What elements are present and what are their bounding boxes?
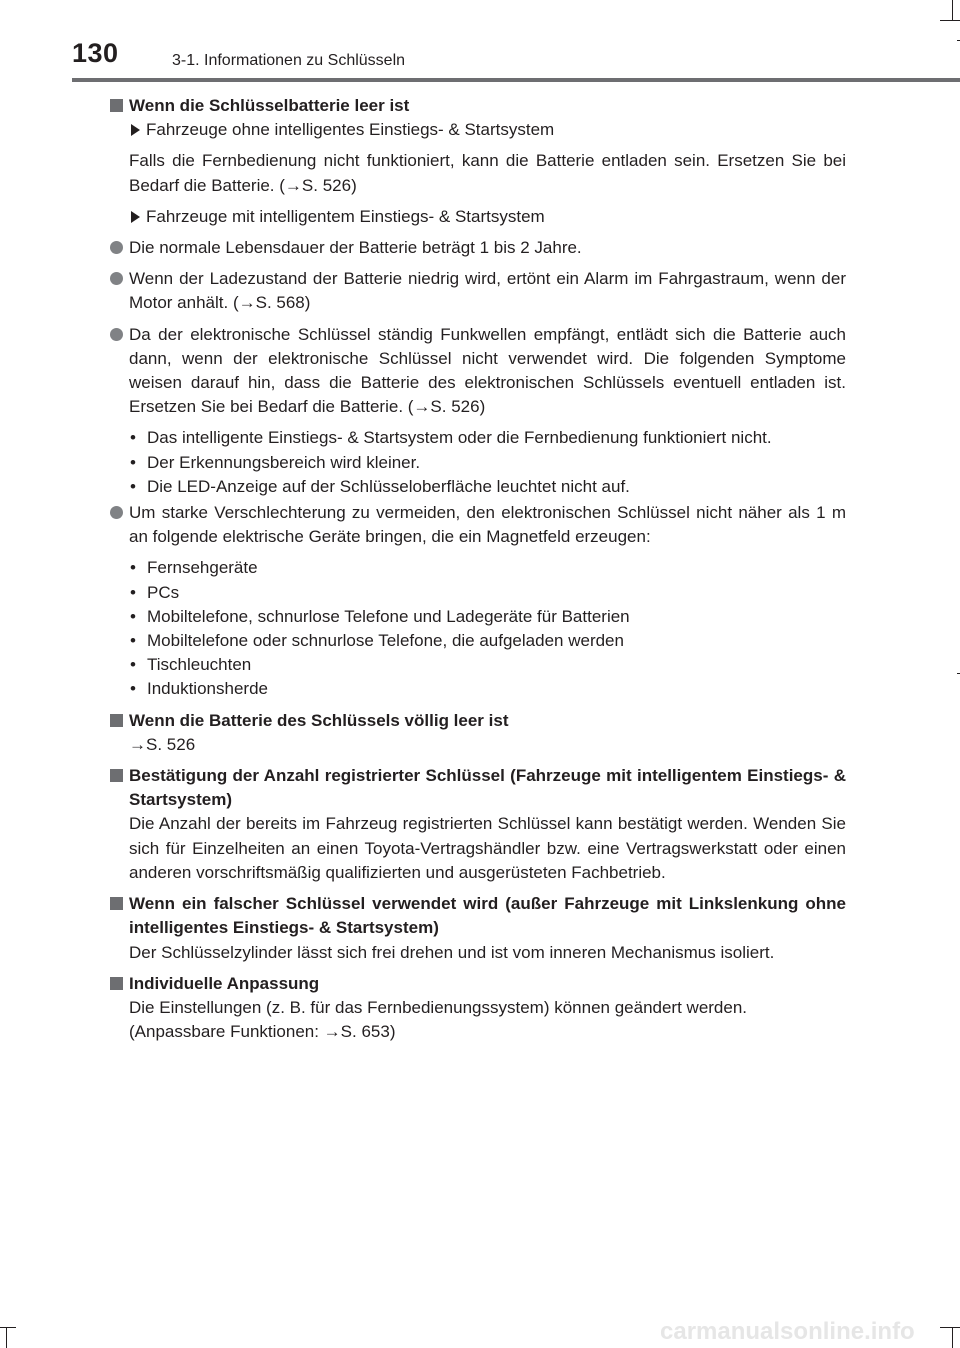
- dot-item: Da der elektronische Schlüssel ständig Funkwellen empfängt, entlädt sich die Batterie auch dann, wenn der elektronische Schlüssel nicht verwendet wird. Die folgenden Symptome weisen darauf hin, dass die Batterie des elektronischen Schlüssels eventuell entladen ist. Ersetzen Sie bei Bedarf die Batterie. (→S. 526): [110, 323, 846, 420]
- list-item: • Mobiltelefone oder schnurlose Telefone, die aufgeladen werden: [130, 631, 624, 651]
- section-heading: Wenn die Schlüsselbatterie leer ist: [110, 94, 846, 118]
- header-rule: [72, 78, 960, 82]
- list-item: • Tischleuchten: [130, 655, 252, 675]
- list-item: • Der Erkennungsbereich wird kleiner.: [130, 452, 421, 472]
- page-number: 130: [72, 38, 119, 68]
- list-item: • Induktionsherde: [130, 679, 268, 699]
- circle-bullet-icon: [110, 328, 123, 341]
- list-item: • PCs: [130, 582, 180, 602]
- triangle-arrow-icon: [131, 211, 140, 223]
- circle-bullet-icon: [110, 272, 123, 285]
- sub-heading: Fahrzeuge ohne intelligentes Einstiegs- & Startsystem: [110, 118, 846, 142]
- page-content: [110, 94, 846, 1051]
- crop-mark: [952, 0, 953, 20]
- watermark: carmanualsonline.info: [660, 1318, 915, 1345]
- triangle-arrow-icon: [131, 124, 140, 136]
- paragraph: Falls die Fernbedienung nicht funktioniert, kann die Batterie entladen sein. Ersetzen Sie bei Bedarf die Batterie. (→S. 526): [129, 151, 846, 195]
- crop-mark: [0, 1327, 16, 1328]
- square-bullet-icon: [110, 977, 123, 990]
- circle-bullet-icon: [110, 506, 123, 519]
- list-item: • Das intelligente Einstiegs- & Startsystem oder die Fernbedienung funktioniert nicht.: [130, 428, 772, 448]
- section-heading: Wenn ein falscher Schlüssel verwendet wird (außer Fahrzeuge mit Linkslenkung ohne intelligentes Einstiegs- & Startsystem): [110, 892, 846, 940]
- crop-mark: [952, 1328, 953, 1348]
- bullet-list: [110, 426, 846, 499]
- dot-item: Die normale Lebensdauer der Batterie beträgt 1 bis 2 Jahre.: [110, 236, 846, 260]
- square-bullet-icon: [110, 714, 123, 727]
- section-heading: Wenn die Batterie des Schlüssels völlig leer ist: [110, 709, 846, 733]
- sub-heading: Fahrzeuge mit intelligentem Einstiegs- & Startsystem: [110, 205, 846, 229]
- dot-item: Um starke Verschlechterung zu vermeiden, den elektronischen Schlüssel nicht näher als 1 m an folgende elektrische Geräte bringen, die ein Magnetfeld erzeugen:: [110, 501, 846, 549]
- square-bullet-icon: [110, 99, 123, 112]
- section-title: 3-1. Informationen zu Schlüsseln: [172, 52, 406, 69]
- page-reference: →S. 526: [129, 734, 196, 754]
- square-bullet-icon: [110, 769, 123, 782]
- section-heading: Bestätigung der Anzahl registrierter Schlüssel (Fahrzeuge mit intelligentem Einstiegs- & Startsystem): [110, 764, 846, 812]
- list-item: • Die LED-Anzeige auf der Schlüsseloberfläche leuchtet nicht auf.: [130, 476, 630, 496]
- bullet-list: [110, 556, 846, 701]
- square-bullet-icon: [110, 897, 123, 910]
- crop-mark: [6, 1328, 7, 1348]
- list-item: • Mobiltelefone, schnurlose Telefone und Ladegeräte für Batterien: [130, 606, 630, 626]
- paragraph: Die Einstellungen (z. B. für das Fernbedienungssystem) können geändert werden. (Anpassbare Funktionen: →S. 653): [129, 997, 748, 1042]
- circle-bullet-icon: [110, 241, 123, 254]
- paragraph: Der Schlüsselzylinder lässt sich frei drehen und ist vom inneren Mechanismus isoliert.: [129, 942, 775, 962]
- dot-item: Wenn der Ladezustand der Batterie niedrig wird, ertönt ein Alarm im Fahrgastraum, wenn der Motor anhält. (→S. 568): [110, 267, 846, 315]
- section-heading: Individuelle Anpassung: [110, 972, 846, 996]
- paragraph: Die Anzahl der bereits im Fahrzeug registrierten Schlüssel kann bestätigt werden. Wenden Sie sich für Einzelheiten an einen Toyota-Vertragshändler bzw. eine Vertragswerkstatt oder einen anderen vorschriftsmäßig qualifizierten und ausgerüsteten Fachbetrieb.: [129, 814, 846, 882]
- crop-mark: [940, 20, 960, 21]
- list-item: • Fernsehgeräte: [130, 558, 258, 578]
- crop-mark: [940, 1327, 960, 1328]
